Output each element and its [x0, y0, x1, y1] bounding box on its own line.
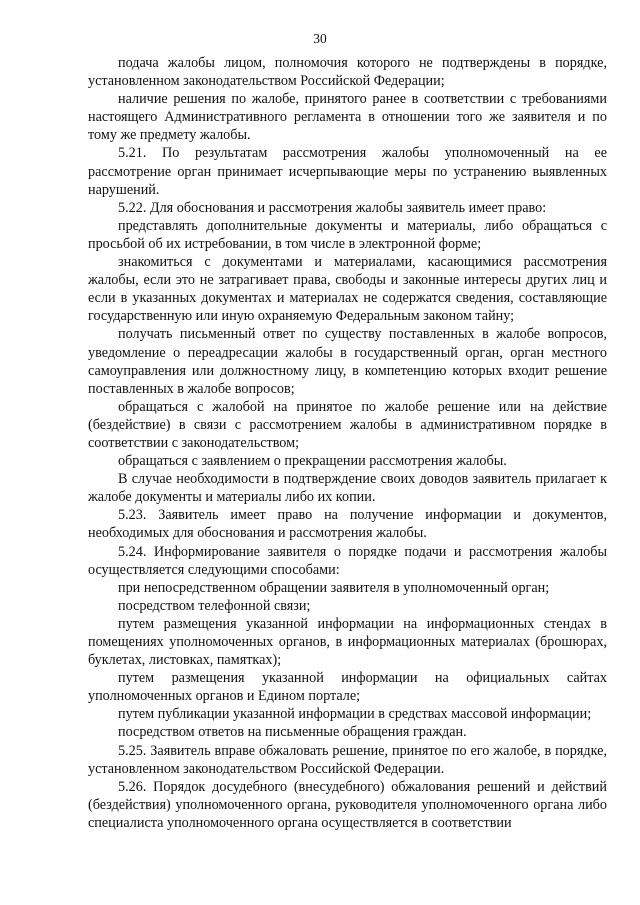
- paragraph: посредством ответов на письменные обращения граждан.: [118, 724, 467, 741]
- paragraph: обращаться с заявлением о прекращении рассмотрения жалобы.: [118, 453, 507, 470]
- document-body: [88, 54, 607, 832]
- paragraph: подача жалобы лицом, полномочия которого не подтверждены в порядке, установленном законодательством Российской Федерации;: [88, 55, 607, 90]
- paragraph: путем размещения указанной информации на информационных стендах в помещениях уполномоченных органов, в информационных материалах (брошюрах, буклетах, листовках, памятках);: [88, 615, 607, 669]
- paragraph: 5.23. Заявитель имеет право на получение информации и документов, необходимых для обоснования и рассмотрения жалобы.: [88, 507, 607, 542]
- paragraph: 5.22. Для обоснования и рассмотрения жалобы заявитель имеет право:: [118, 199, 547, 216]
- paragraph: посредством телефонной связи;: [118, 597, 311, 614]
- paragraph: наличие решения по жалобе, принятого ранее в соответствии с требованиями настоящего Административного регламента в отношении того же заявителя и по тому же предмету жалобы.: [88, 91, 607, 144]
- paragraph: путем публикации указанной информации в средствах массовой информации;: [118, 706, 592, 723]
- paragraph: 5.26. Порядок досудебного (внесудебного) обжалования решений и действий (бездействия) уполномоченного органа, руководителя уполномоченного органа либо специалиста уполномоченного органа осуществляется в соответствии: [88, 778, 607, 831]
- paragraph: при непосредственном обращении заявителя в уполномоченный орган;: [118, 579, 550, 596]
- paragraph: путем размещения указанной информации на официальных сайтах уполномоченных органов и Едином портале;: [88, 670, 607, 705]
- paragraph: представлять дополнительные документы и материалы, либо обращаться с просьбой об их истребовании, в том числе в электронной форме;: [88, 217, 607, 252]
- paragraph: В случае необходимости в подтверждение своих доводов заявитель прилагает к жалобе документы и материалы либо их копии.: [88, 471, 607, 506]
- page-number: 30: [313, 31, 327, 46]
- paragraph: обращаться с жалобой на принятое по жалобе решение или на действие (бездействие) в связи с рассмотрением жалобы в административном порядке в соответствии с законодательством;: [88, 398, 607, 451]
- paragraph: получать письменный ответ по существу поставленных в жалобе вопросов, уведомление о переадресации жалобы в государственный орган, орган местного самоуправления или должностному лицу, в компетенцию которых входит решение поставленных в жалобе вопросов;: [88, 326, 607, 397]
- paragraph: 5.25. Заявитель вправе обжаловать решение, принятое по его жалобе, в порядке, установленном законодательством Российской Федерации.: [88, 742, 607, 777]
- paragraph: знакомиться с документами и материалами, касающимися рассмотрения жалобы, если это не затрагивает права, свободы и законные интересы других лиц и если в указанных документах и материалах не содержатся сведения, составляющие государственную или иную охраняемую Федеральным законом тайну;: [88, 254, 607, 325]
- paragraph: 5.24. Информирование заявителя о порядке подачи и рассмотрения жалобы осуществляется следующими способами:: [88, 543, 607, 578]
- paragraph: 5.21. По результатам рассмотрения жалобы уполномоченный на ее рассмотрение орган принимает исчерпывающие меры по устранению выявленных нарушений.: [88, 145, 607, 198]
